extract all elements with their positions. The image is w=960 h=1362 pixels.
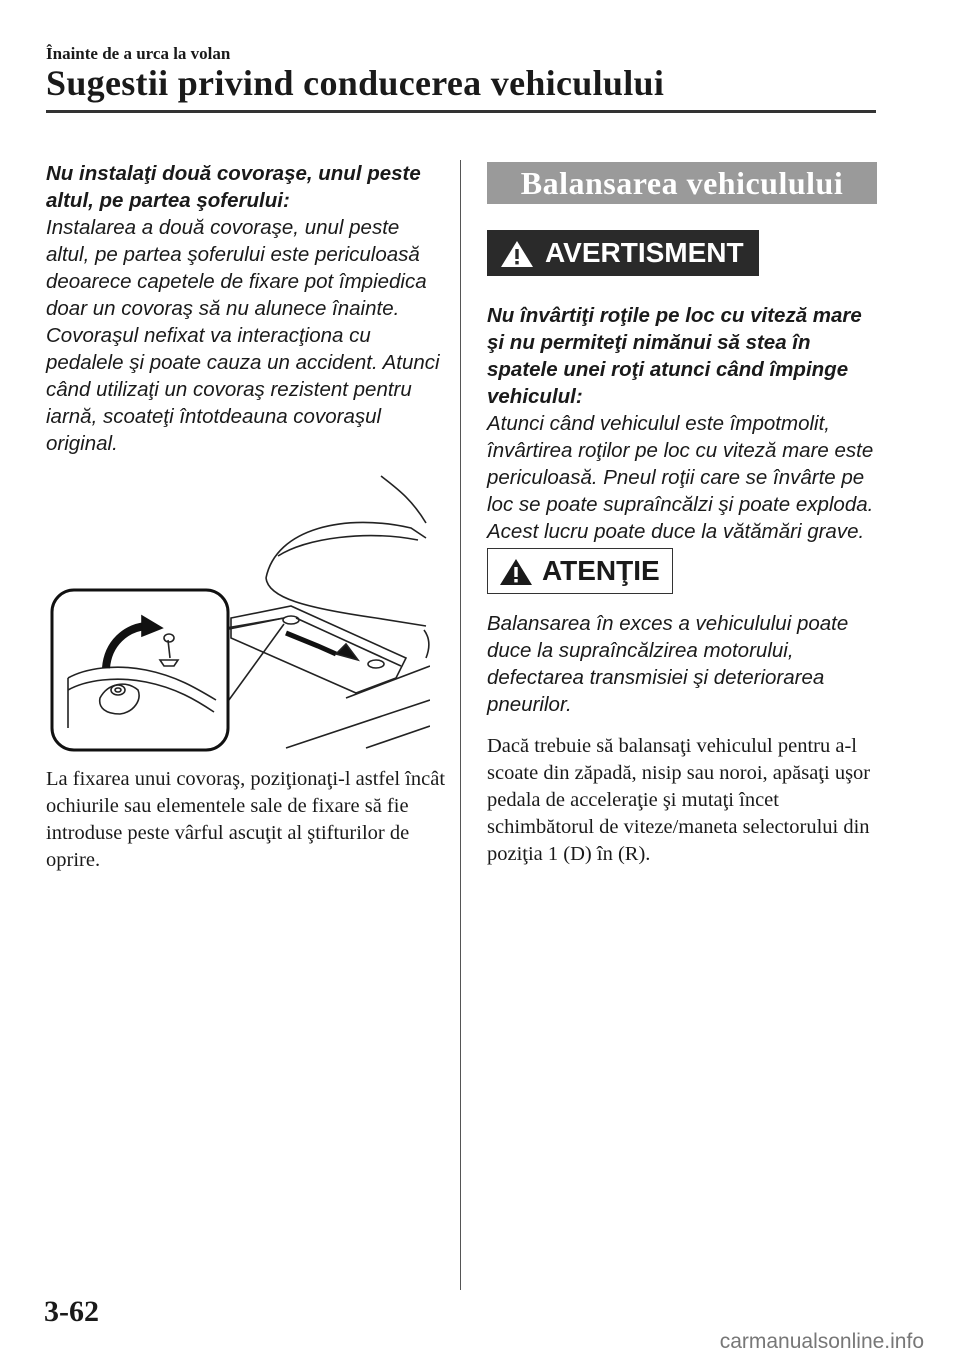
warning-box: [487, 230, 759, 276]
page-title: Sugestii privind conducerea vehiculului: [46, 63, 665, 103]
page-number: 3-62: [44, 1295, 99, 1328]
warning-triangle-icon: [499, 239, 535, 269]
lead-body: Instalarea a două covoraşe, unul peste altul, pe partea şoferului este periculoasă deoarece capetele de fixare pot împiedica doar un covoraş să nu alunece înainte. Covoraşul nefixat va interacţiona cu pedalele şi poate cauza un accident. Atunci când utilizaţi un covoraş rezistent pentru iarnă, scoateţi întotdeauna covoraşul original.: [46, 216, 440, 455]
watermark: carmanualsonline.info: [719, 1330, 924, 1353]
warning-heading: Nu învârtiţi roţile pe loc cu viteză mare şi nu permiteţi nimănui să stea în spatele unei roţi atunci când împinge vehiculul:: [487, 304, 862, 408]
caution-label: ATENŢIE: [542, 555, 660, 586]
lead-paragraph: [46, 160, 446, 457]
caution-triangle-icon: [498, 557, 534, 587]
running-head: Înainte de a urca la volan: [46, 44, 231, 63]
column-divider: [460, 160, 461, 1290]
warning-text: [487, 302, 882, 545]
caution-text: Balansarea în exces a vehiculului poate duce la supraîncălzirea motorului, defectarea transmisiei şi deteriorarea pneurilor.: [487, 612, 849, 716]
floor-mat-illustration: [46, 468, 430, 756]
body-paragraph: Dacă trebuie să balansaţi vehiculul pentru a-l scoate din zăpadă, nisip sau noroi, apăsaţi uşor pedala de acceleraţie şi mutaţi încet schimbătorul de viteze/maneta selectorului din poziţia 1 (D) în (R).: [487, 735, 871, 865]
lead-heading: Nu instalaţi două covoraşe, unul peste altul, pe partea şoferului:: [46, 162, 421, 212]
warning-label: AVERTISMENT: [545, 237, 744, 268]
warning-body: Atunci când vehiculul este împotmolit, învârtirea roţilor pe loc cu viteză mare este periculoasă. Pneul roţii care se învârte pe loc se poate supraîncălzi şi poate exploda. Acest lucru poate duce la vătămări grave.: [487, 412, 874, 543]
figure-caption: La fixarea unui covoraş, poziţionaţi-l astfel încât ochiurile sau elementele sale de fixare să fie introduse peste vârful ascuţit al ştifturilor de oprire.: [46, 768, 446, 871]
title-rule: [46, 110, 876, 113]
section-banner: Balansarea vehiculului: [487, 162, 877, 204]
caution-box: [487, 548, 673, 594]
